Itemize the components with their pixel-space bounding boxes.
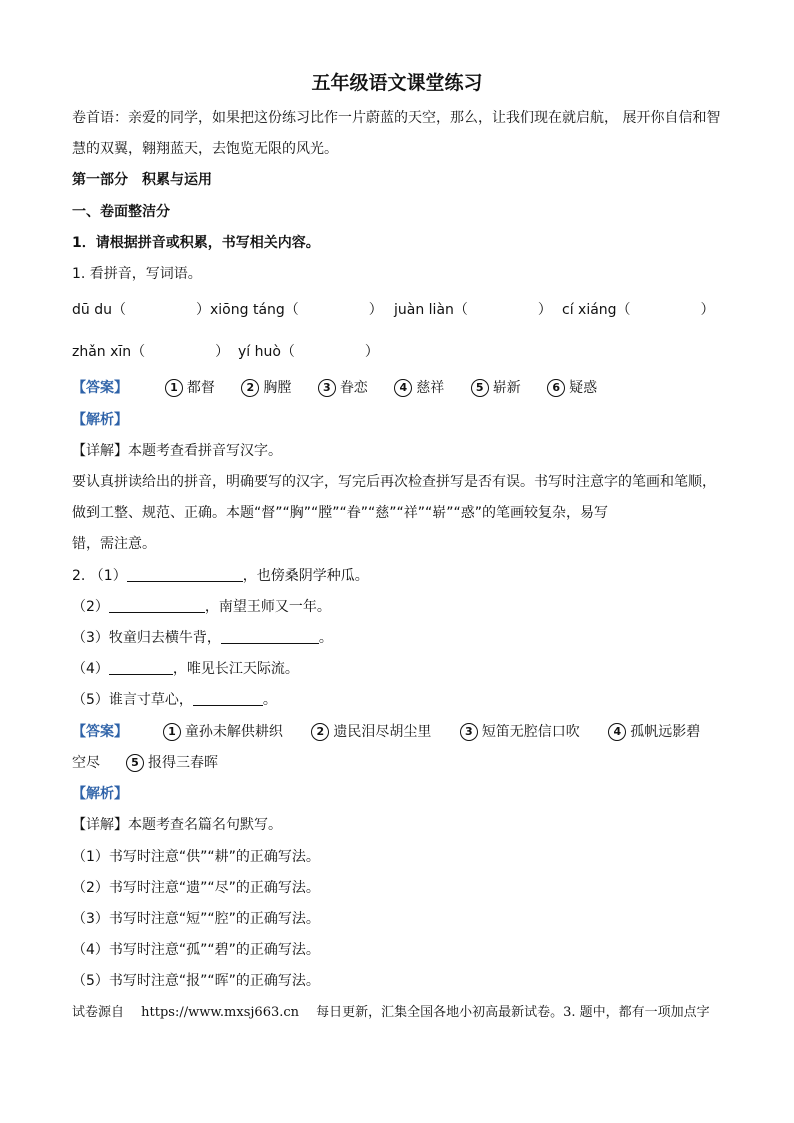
q1-explanation-2: 做到工整、规范、正确。本题“督”“胸”“膛”“眷”“慈”“祥”“崭”“惑”的笔画较复杂，易写 xyxy=(72,505,609,521)
pinyin-row-2 xyxy=(72,342,722,362)
q2-line-1 xyxy=(72,566,369,586)
q2-text: （3）牧童归去横牛背， xyxy=(72,630,221,646)
circled-number: 1 xyxy=(165,379,183,397)
pinyin-item: xiōng táng（ ） xyxy=(210,302,383,318)
answer-text: 童孙未解供耕织 xyxy=(184,724,283,740)
answer-item xyxy=(163,722,283,742)
answer-item xyxy=(608,722,700,742)
pinyin-item: yí huò（ ） xyxy=(238,344,379,360)
q2-answer-line xyxy=(72,722,700,742)
q2-answer-line-2 xyxy=(72,753,218,773)
circled-number: 3 xyxy=(318,379,336,397)
answer-text: 遗民泪尽胡尘里 xyxy=(333,724,432,740)
circled-number: 4 xyxy=(394,379,412,397)
fill-blank xyxy=(109,660,173,675)
q1-sub1: 1. 看拼音，写词语。 xyxy=(72,266,202,282)
answer-text: 崭新 xyxy=(492,380,521,396)
q2-text: （2） xyxy=(72,599,109,615)
answer-item xyxy=(394,378,444,398)
q2-text: （5）谁言寸草心， xyxy=(72,692,193,708)
circled-number: 6 xyxy=(547,379,565,397)
answer-label: 【答案】 xyxy=(72,724,128,740)
q2-text: ，南望王师又一年。 xyxy=(204,599,331,615)
analysis-label: 【解析】 xyxy=(72,786,128,802)
q2-note: （1）书写时注意“供”“耕”的正确写法。 xyxy=(72,849,320,865)
fill-blank xyxy=(127,567,243,582)
answer-text: 都督 xyxy=(186,380,215,396)
q2-line-4 xyxy=(72,659,299,679)
circled-number: 4 xyxy=(608,723,626,741)
circled-number: 3 xyxy=(460,723,478,741)
q2-text: ，也傍桑阴学种瓜。 xyxy=(242,568,369,584)
q2-note: （3）书写时注意“短”“腔”的正确写法。 xyxy=(72,911,320,927)
pinyin-row-1 xyxy=(72,300,722,320)
answer-text: 空尽 xyxy=(72,755,100,771)
q1-explanation-1: 要认真拼读给出的拼音，明确要写的汉字，写完后再次检查拼写是否有误。书写时注意字的笔画和笔顺， xyxy=(72,474,716,490)
q2-note: （4）书写时注意“孤”“碧”的正确写法。 xyxy=(72,942,320,958)
answer-text: 报得三春晖 xyxy=(148,755,218,771)
q1-answer-line xyxy=(72,378,619,398)
circled-number: 5 xyxy=(471,379,489,397)
answer-item xyxy=(311,722,431,742)
answer-item xyxy=(471,378,521,398)
q2-note: （2）书写时注意“遗”“尽”的正确写法。 xyxy=(72,880,320,896)
q1-heading: 1．请根据拼音或积累，书写相关内容。 xyxy=(72,235,320,251)
intro-line-2: 慧的双翼，翱翔蓝天，去饱览无限的风光。 xyxy=(72,141,338,157)
q1-explanation-3: 错，需注意。 xyxy=(72,536,156,552)
q2-text: ，唯见长江天际流。 xyxy=(172,661,299,677)
q2-text: 2. （1） xyxy=(72,568,127,584)
q2-text: 。 xyxy=(262,692,277,708)
analysis-label: 【解析】 xyxy=(72,412,128,428)
pinyin-item: cí xiáng（ ） xyxy=(562,302,715,318)
answer-text: 孤帆远影碧 xyxy=(630,724,701,740)
q2-note: （5）书写时注意“报”“晖”的正确写法。 xyxy=(72,973,320,989)
circled-number: 5 xyxy=(126,754,144,772)
answer-text: 慈祥 xyxy=(416,380,445,396)
answer-item xyxy=(318,378,368,398)
circled-number: 2 xyxy=(311,723,329,741)
q2-line-5 xyxy=(72,690,277,710)
answer-label: 【答案】 xyxy=(72,380,128,396)
pinyin-item: juàn liàn（ ） xyxy=(394,302,552,318)
q2-text: 。 xyxy=(318,630,333,646)
answer-text: 眷恋 xyxy=(339,380,368,396)
answer-item xyxy=(241,378,291,398)
pinyin-item: zhǎn xīn（ ） xyxy=(72,344,230,360)
fill-blank xyxy=(221,629,319,644)
q2-line-3 xyxy=(72,628,333,648)
q2-line-2 xyxy=(72,597,331,617)
section1-heading: 一、卷面整洁分 xyxy=(72,204,170,220)
answer-item xyxy=(547,378,597,398)
pinyin-item: dū du（ ） xyxy=(72,302,210,318)
q2-text: （4） xyxy=(72,661,109,677)
fill-blank xyxy=(193,691,263,706)
q2-detail: 【详解】本题考查名篇名句默写。 xyxy=(72,817,282,833)
circled-number: 1 xyxy=(163,723,181,741)
fill-blank xyxy=(109,598,205,613)
intro-line-1: 卷首语：亲爱的同学，如果把这份练习比作一片蔚蓝的天空，那么，让我们现在就启航， 展开你自信和智 xyxy=(72,110,721,126)
answer-text: 短笛无腔信口吹 xyxy=(481,724,580,740)
circled-number: 2 xyxy=(241,379,259,397)
page-title: 五年级语文课堂练习 xyxy=(311,72,483,94)
footer-source-line: 试卷源自 https://www.mxsj663.cn 每日更新，汇集全国各地小初高最新试卷。3. 题中，都有一项加点字 xyxy=(72,1005,710,1020)
answer-item xyxy=(460,722,580,742)
answer-text: 胸膛 xyxy=(263,380,292,396)
part1-heading: 第一部分 积累与运用 xyxy=(72,172,212,188)
q1-detail: 【详解】本题考查看拼音写汉字。 xyxy=(72,443,282,459)
answer-item xyxy=(165,378,215,398)
answer-text: 疑惑 xyxy=(569,380,598,396)
